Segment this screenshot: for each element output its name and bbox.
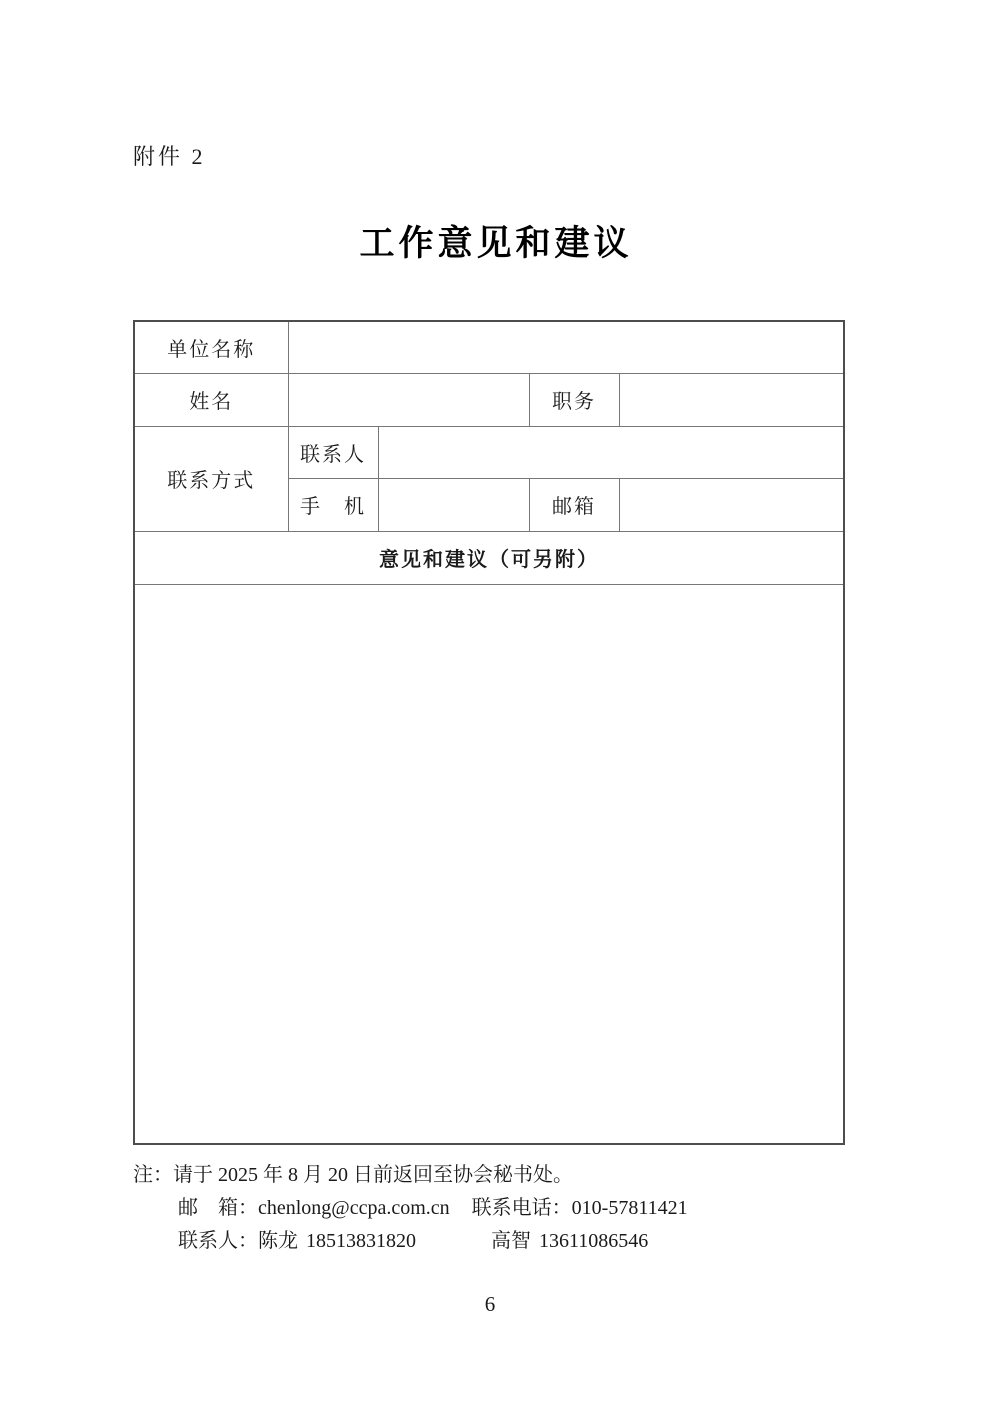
mobile-input-cell[interactable] (378, 478, 529, 531)
table-row-contact-person (134, 426, 844, 478)
mobile-label: 手 机 (288, 478, 378, 531)
position-input-cell[interactable] (619, 373, 844, 426)
note-contact2-name: 高智 (491, 1230, 531, 1252)
contact-person-label: 联系人 (288, 426, 378, 478)
footnote-line-2 (133, 1192, 853, 1225)
note-contact1-phone: 18513831820 (306, 1230, 416, 1252)
contact-method-label: 联系方式 (134, 426, 288, 531)
table-row-unit-name (134, 321, 844, 373)
table-row-name-position (134, 373, 844, 426)
person-name-label: 姓名 (134, 373, 288, 426)
note-phone-value: 010-57811421 (571, 1197, 688, 1219)
note-contact-label: 联系人： (178, 1230, 258, 1252)
footnote-line-1 (133, 1159, 853, 1192)
note-deadline-text: 请于 2025 年 8 月 20 日前返回至协会秘书处。 (173, 1164, 573, 1186)
suggestions-header: 意见和建议（可另附） (134, 531, 844, 584)
footnote-line-3 (133, 1225, 853, 1258)
position-label: 职务 (529, 373, 619, 426)
note-contact2-phone: 13611086546 (539, 1230, 649, 1252)
note-email-label: 邮 箱： (178, 1197, 258, 1219)
email-label: 邮箱 (529, 478, 619, 531)
table-row-suggestions-header (134, 531, 844, 584)
suggestions-input-cell[interactable] (134, 584, 844, 1144)
note-contact1-name: 陈龙 (258, 1230, 298, 1252)
note-email-value: chenlong@ccpa.com.cn (258, 1197, 450, 1219)
attachment-label: 附件 2 (133, 144, 206, 169)
note-phone-label: 联系电话： (471, 1197, 572, 1219)
form-table (133, 320, 845, 1145)
table-row-suggestions-body (134, 584, 844, 1144)
person-name-input-cell[interactable] (288, 373, 529, 426)
unit-name-input-cell[interactable] (288, 321, 844, 373)
unit-name-label: 单位名称 (134, 321, 288, 373)
footnote (133, 1159, 853, 1258)
page-number: 6 (484, 1292, 496, 1316)
page-title: 工作意见和建议 (359, 224, 633, 263)
contact-person-input-cell[interactable] (378, 426, 844, 478)
email-input-cell[interactable] (619, 478, 844, 531)
note-prefix: 注： (133, 1164, 173, 1186)
